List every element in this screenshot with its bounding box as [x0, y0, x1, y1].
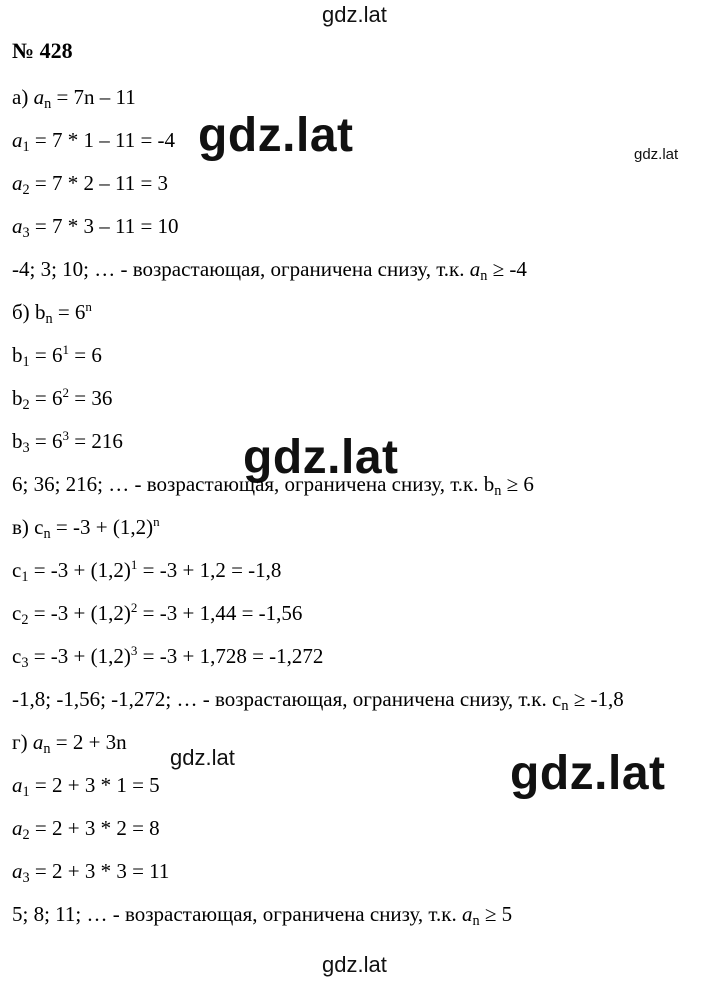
- row-rest: = -3 + 1,728 = -1,272: [142, 644, 324, 668]
- part-b-row: $b_2 = 6^2 = 36$: [12, 384, 113, 413]
- part-g-conclusion: 5; 8; 11; … - возрастающая, ограничена снизу, т.к. $a_n \ge 5$: [12, 902, 513, 929]
- index: 2: [22, 181, 30, 198]
- row-result: = 36: [74, 386, 113, 410]
- index: 2: [22, 826, 30, 843]
- part-b-row: $b_1 = 6^1 = 6$: [12, 341, 102, 370]
- row-rest: = -3 + 1,44 = -1,56: [142, 601, 303, 625]
- bound: ≥ -4: [492, 257, 527, 281]
- index: 3: [22, 439, 30, 456]
- watermark-top: gdz.lat: [322, 2, 387, 27]
- row-rhs: = 2 + 3 * 2 = 8: [34, 816, 160, 840]
- row-rhs: = 7 * 3 – 11 = 10: [34, 214, 179, 238]
- index: 3: [22, 869, 30, 886]
- index: 1: [22, 138, 30, 155]
- exponent: 2: [62, 384, 69, 400]
- row-rhs: = 7 * 1 – 11 = -4: [34, 128, 176, 152]
- part-a-row: $a_1 = 7 * 1 - 11 = -4$: [12, 128, 176, 155]
- part-v-conclusion: -1,8; -1,56; -1,272; … - возрастающая, ограничена снизу, т.к. $c_n \ge -1,8$: [12, 687, 624, 714]
- bound: ≥ 5: [484, 902, 513, 926]
- part-label: г): [12, 730, 28, 754]
- part-a-conclusion: -4; 3; 10; … - возрастающая, ограничена снизу, т.к. $a_n \ge -4$: [12, 257, 527, 284]
- exponent: 3: [62, 427, 69, 443]
- watermark-large-2: gdz.lat: [243, 431, 399, 484]
- watermark-bottom: gdz.lat: [322, 952, 387, 977]
- part-v-row: $c_2 = -3 + (1,2)^2 = -3 + 1,44 = -1,56$: [12, 599, 303, 628]
- index: 2: [22, 396, 30, 413]
- part-g-formula: г) $a_n = 2 + 3n$: [12, 730, 127, 757]
- conclusion-text: 6; 36; 216; … - возрастающая, ограничена снизу, т.к.: [12, 472, 479, 496]
- part-a-formula: а) $a_n = 7n - 11$: [12, 85, 136, 112]
- formula-rhs: = -3 + (1,2): [55, 515, 154, 539]
- part-label: а): [12, 85, 29, 109]
- index: 3: [22, 224, 30, 241]
- bound: ≥ -1,8: [573, 687, 624, 711]
- index: 1: [21, 568, 29, 585]
- part-g-row: $a_2 = 2 + 3 * 2 = 8$: [12, 816, 160, 843]
- index: 1: [22, 353, 30, 370]
- row-rhs: = 7 * 2 – 11 = 3: [34, 171, 169, 195]
- watermark-large-1: gdz.lat: [198, 109, 354, 162]
- row-rest: = -3 + 1,2 = -1,8: [142, 558, 282, 582]
- part-g-row: $a_1 = 2 + 3 * 1 = 5$: [12, 773, 160, 800]
- watermark-small-right: gdz.lat: [634, 146, 679, 163]
- part-label: в): [12, 515, 29, 539]
- row-rhs: = 2 + 3 * 1 = 5: [34, 773, 160, 797]
- part-g-row: $a_3 = 2 + 3 * 3 = 11$: [12, 859, 170, 886]
- row-result: = 216: [74, 429, 123, 453]
- part-v-row: $c_3 = -3 + (1,2)^3 = -3 + 1,728 = -1,272$: [12, 642, 324, 671]
- formula-rhs: = 7n – 11: [56, 85, 136, 109]
- part-v-formula: в) $c_n = -3 + (1,2)^n$: [12, 513, 160, 542]
- exponent: 1: [130, 556, 138, 572]
- part-label: б): [12, 300, 30, 324]
- index: 3: [21, 654, 29, 671]
- exponent: 3: [130, 642, 138, 658]
- watermark-mid-left: gdz.lat: [170, 745, 235, 770]
- conclusion-text: -4; 3; 10; … - возрастающая, ограничена снизу, т.к.: [12, 257, 465, 281]
- exponent: 2: [130, 599, 138, 615]
- part-v-row: $c_1 = -3 + (1,2)^1 = -3 + 1,2 = -1,8$: [12, 556, 282, 585]
- part-a-row: $a_3 = 7 * 3 - 11 = 10$: [12, 214, 179, 241]
- part-b-formula: б) $b_n = 6^n$: [12, 298, 92, 327]
- part-b-conclusion: 6; 36; 216; … - возрастающая, ограничена снизу, т.к. $b_n \ge 6$: [12, 472, 534, 499]
- row-result: = 6: [74, 343, 102, 367]
- index: 2: [21, 611, 29, 628]
- watermark-large-3: gdz.lat: [510, 747, 666, 800]
- formula-rhs: = 2 + 3n: [55, 730, 127, 754]
- exponent: 1: [62, 341, 69, 357]
- index: 1: [22, 783, 30, 800]
- conclusion-text: 5; 8; 11; … - возрастающая, ограничена снизу, т.к.: [12, 902, 457, 926]
- bound: ≥ 6: [506, 472, 534, 496]
- problem-number: № 428: [12, 38, 73, 63]
- row-rhs: = 2 + 3 * 3 = 11: [34, 859, 170, 883]
- part-a-row: $a_2 = 7 * 2 - 11 = 3$: [12, 171, 169, 198]
- part-b-row: $b_3 = 6^3 = 216$: [12, 427, 123, 456]
- conclusion-text: -1,8; -1,56; -1,272; … - возрастающая, ограничена снизу, т.к.: [12, 687, 547, 711]
